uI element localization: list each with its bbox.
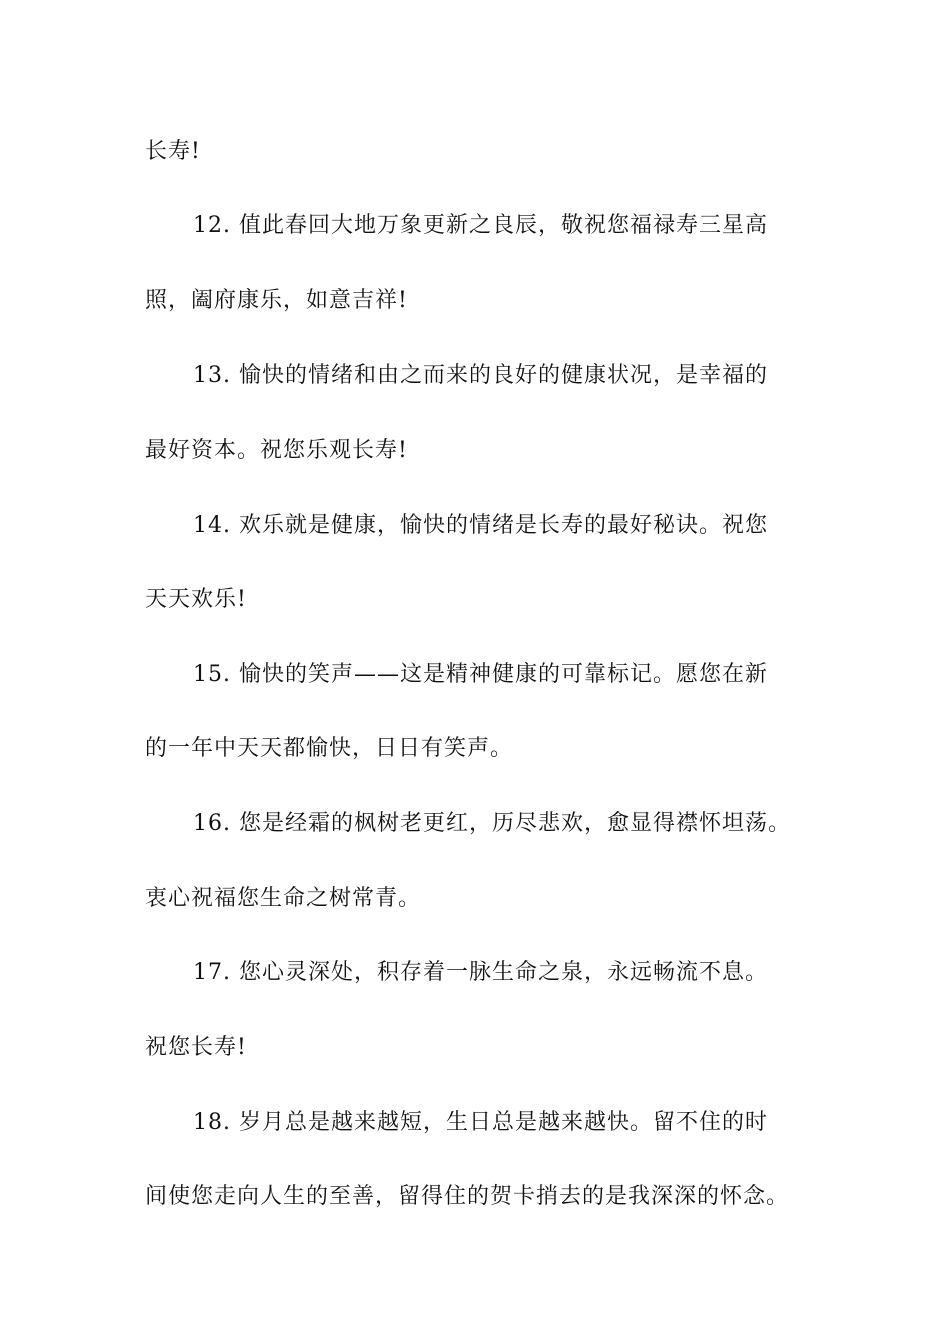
text-line: 16. 您是经霜的枫树老更红，历尽悲欢，愈显得襟怀坦荡。 <box>193 811 791 836</box>
text-line: 照，阖府康乐，如意吉祥! <box>145 288 408 313</box>
text-line: 13. 愉快的情绪和由之而来的良好的健康状况，是幸福的 <box>193 363 768 388</box>
text-line: 最好资本。祝您乐观长寿! <box>145 438 408 463</box>
text-line: 间使您走向人生的至善，留得住的贺卡捎去的是我深深的怀念。 <box>145 1184 790 1209</box>
text-line: 18. 岁月总是越来越短，生日总是越来越快。留不住的时 <box>193 1110 768 1135</box>
text-line: 14. 欢乐就是健康，愉快的情绪是长寿的最好秘诀。祝您 <box>193 513 768 538</box>
text-line: 衷心祝福您生命之树常青。 <box>145 886 422 911</box>
text-line: 12. 值此春回大地万象更新之良辰，敬祝您福禄寿三星高 <box>193 213 768 238</box>
text-line: 长寿! <box>145 139 201 164</box>
text-line: 的一年中天天都愉快，日日有笑声。 <box>145 736 514 761</box>
text-line: 17. 您心灵深处，积存着一脉生命之泉，永远畅流不息。 <box>193 960 768 985</box>
text-line: 祝您长寿! <box>145 1035 247 1060</box>
text-line: 天天欢乐! <box>145 587 247 612</box>
text-line: 15. 愉快的笑声——这是精神健康的可靠标记。愿您在新 <box>193 662 768 687</box>
